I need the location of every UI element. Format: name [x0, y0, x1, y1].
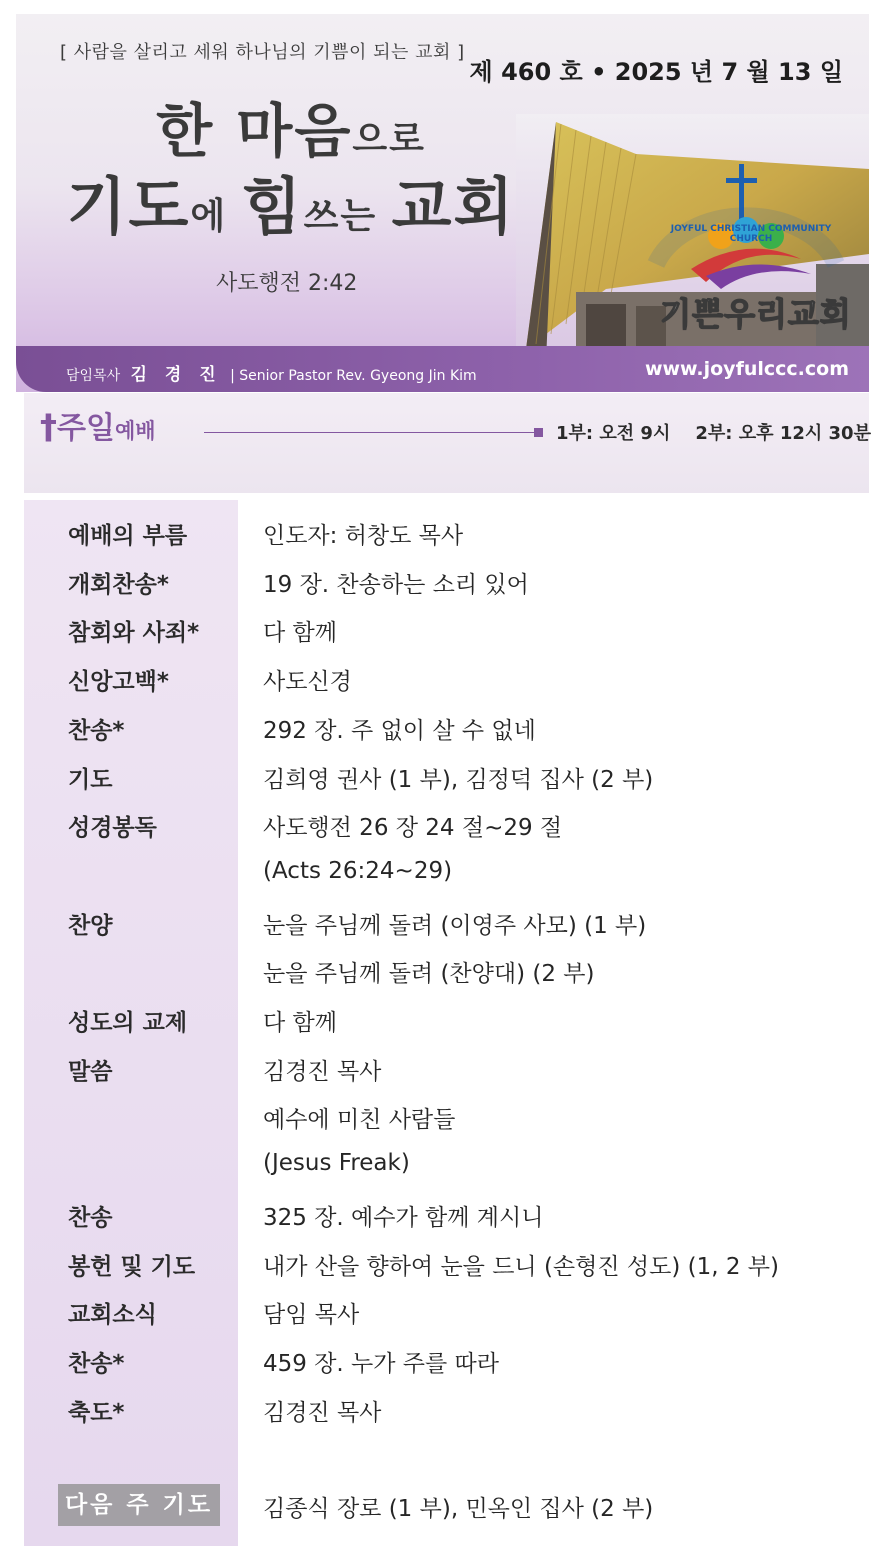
- program-item-value: 325 장. 예수가 함께 계시니: [263, 1205, 544, 1231]
- pastor-english: | Senior Pastor Rev. Gyeong Jin Kim: [230, 368, 477, 384]
- theme-verse: 사도행전 2:42: [216, 271, 358, 296]
- theme-title: [56, 97, 526, 243]
- program-item-value: 459 장. 누가 주를 따라: [263, 1351, 499, 1377]
- program-item-value: 내가 산을 향하여 눈을 드니 (손형진 성도) (1, 2 부): [263, 1254, 779, 1280]
- service-title: [40, 403, 156, 447]
- program-item-label: 개회찬송*: [68, 572, 169, 598]
- service-header: [24, 393, 869, 493]
- program-item-value: 담임 목사: [263, 1302, 360, 1328]
- program-item-value: 다 함께: [263, 620, 337, 646]
- program-item-label: 찬양: [68, 913, 113, 939]
- title-part: 에: [190, 196, 242, 237]
- program-item-value: 사도행전 26 장 24 절~29 절: [263, 815, 563, 841]
- program-item-value: (Acts 26:24~29): [263, 858, 453, 884]
- program-item-label: 성도의 교제: [68, 1010, 188, 1036]
- next-week-prayer-value: 김종식 장로 (1 부), 민옥인 집사 (2 부): [263, 1496, 654, 1522]
- program-item-value: 예수에 미친 사람들: [263, 1107, 456, 1133]
- cross-icon: †: [40, 407, 57, 447]
- title-part: 으로: [352, 119, 426, 160]
- bulletin-header: [16, 14, 869, 392]
- church-logo: [636, 164, 866, 334]
- service-title-main: 주일: [57, 411, 115, 446]
- program-item-value: 김경진 목사: [263, 1059, 382, 1085]
- program-item-value: 다 함께: [263, 1010, 337, 1036]
- program-item-value: 김희영 권사 (1 부), 김정덕 집사 (2 부): [263, 767, 654, 793]
- program-item-value: 눈을 주님께 돌려 (이영주 사모) (1 부): [263, 913, 647, 939]
- program-item-label: 기도: [68, 767, 113, 793]
- program-item-value: 인도자: 허창도 목사: [263, 523, 464, 549]
- program-item-label: 찬송*: [68, 1351, 125, 1377]
- program-item-label: 찬송: [68, 1205, 113, 1231]
- title-part: 힘: [241, 170, 304, 243]
- program-item-value: 김경진 목사: [263, 1400, 382, 1426]
- church-slogan: [ 사람을 살리고 세워 하나님의 기쁨이 되는 교회 ]: [60, 42, 465, 63]
- program-item-value: 눈을 주님께 돌려 (찬양대) (2 부): [263, 961, 595, 987]
- pastor-name: 김 경 진: [130, 365, 222, 385]
- title-part: 교회: [391, 170, 516, 243]
- program-item-label: 봉헌 및 기도: [68, 1254, 196, 1280]
- program-item-value: 292 장. 주 없이 살 수 없네: [263, 718, 536, 744]
- program-item-label: 축도*: [68, 1400, 125, 1426]
- next-week-prayer-label: 다음 주 기도: [58, 1484, 220, 1526]
- title-part: 한 마음: [156, 97, 353, 165]
- logo-church-name: 기쁜우리교회: [660, 295, 852, 333]
- program-item-label: 예배의 부름: [68, 523, 188, 549]
- program-item-label: 찬송*: [68, 718, 125, 744]
- logo-arc-text: JOYFUL CHRISTIAN COMMUNITY CHURCH: [670, 224, 832, 244]
- pastor-label: 담임목사: [66, 368, 121, 384]
- program-item-value: 19 장. 찬송하는 소리 있어: [263, 572, 529, 598]
- program-item-label: 말씀: [68, 1059, 113, 1085]
- program-item-value: (Jesus Freak): [263, 1150, 410, 1176]
- issue-date: 제 460 호 • 2025 년 7 월 13 일: [469, 58, 843, 86]
- program-item-label: 참회와 사죄*: [68, 620, 200, 646]
- title-part: 쓰는: [303, 196, 392, 237]
- divider: [204, 432, 534, 433]
- program-item-label: 교회소식: [68, 1302, 157, 1328]
- church-website-link[interactable]: www.joyfulccc.com: [644, 358, 849, 380]
- program-item-value: 사도신경: [263, 669, 352, 695]
- program-item-label: 성경봉독: [68, 815, 157, 841]
- program-item-label: 신앙고백*: [68, 669, 169, 695]
- title-part: 기도: [66, 170, 191, 243]
- service-times: 1부: 오전 9시 2부: 오후 12시 30분: [556, 423, 871, 444]
- pastor-bar: [16, 346, 869, 392]
- service-title-sub: 예배: [114, 419, 156, 443]
- divider-end-square: [534, 428, 543, 437]
